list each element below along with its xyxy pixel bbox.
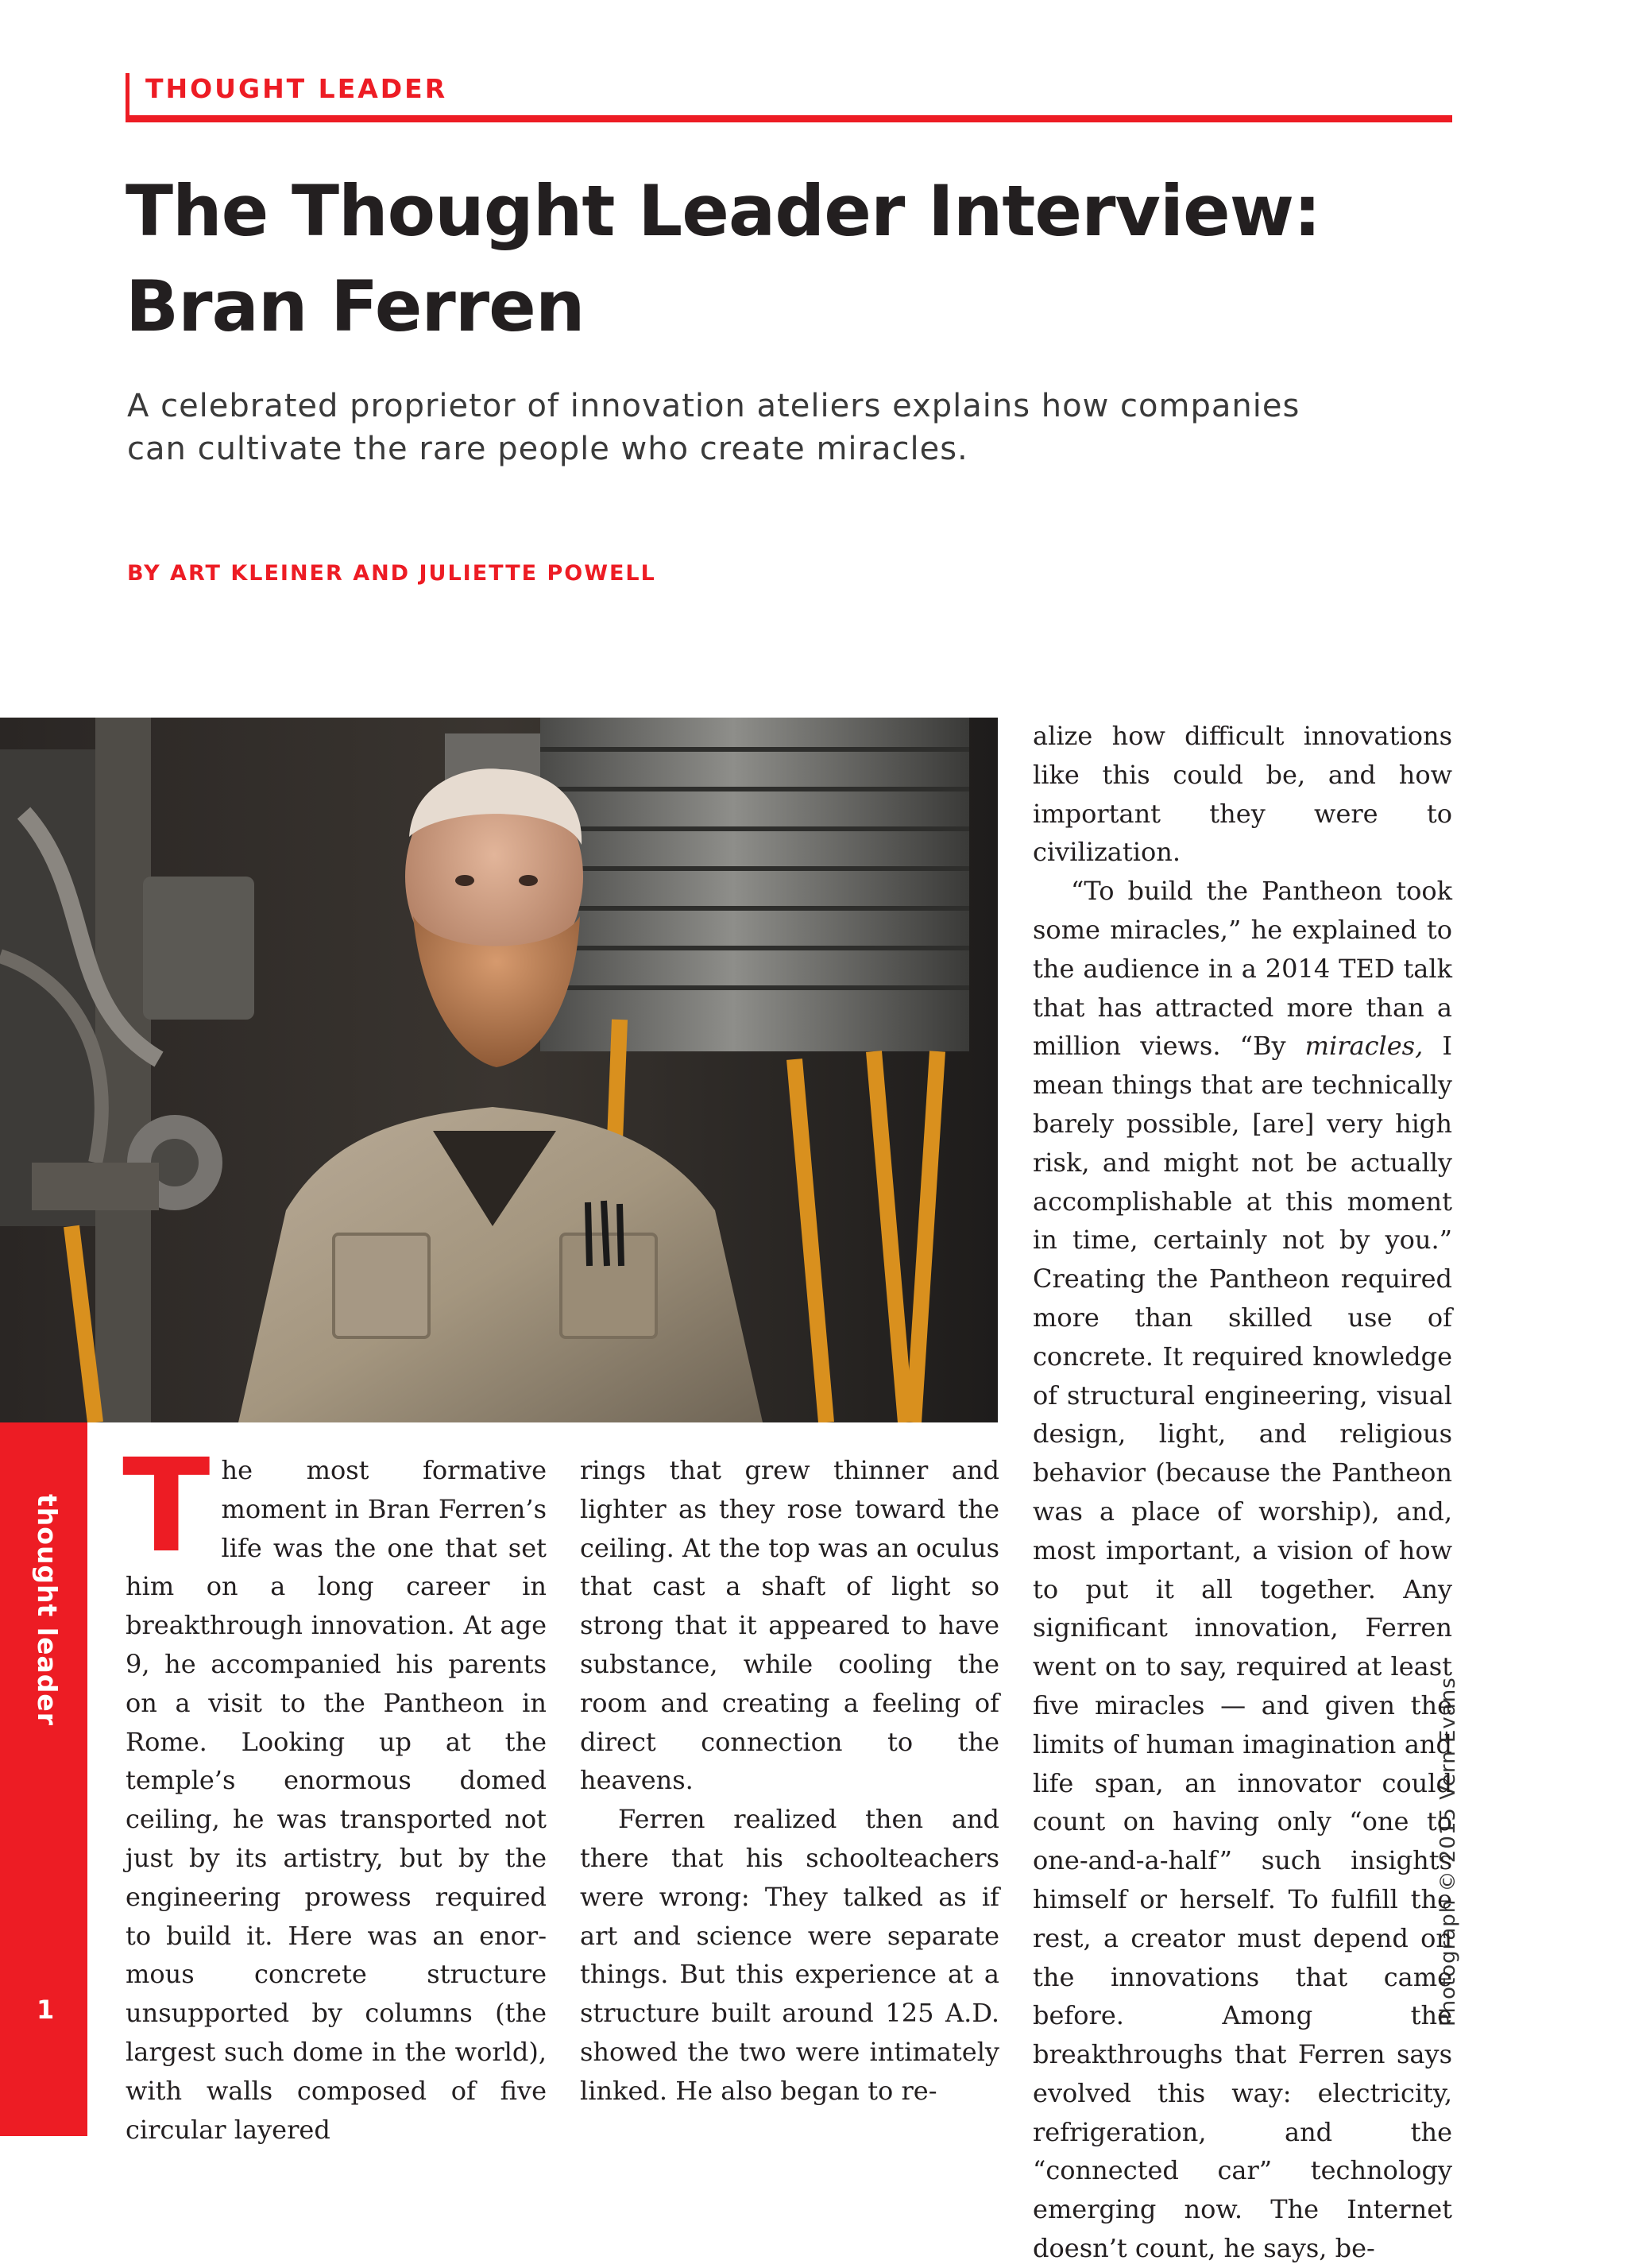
sidebar-section-label: thought leader bbox=[32, 1494, 63, 1727]
paragraph-text: I mean things that are technically barely possible, [are] very high risk, and might not be actually accomplishable at this moment in time, certainly not by you.” Creating the Pantheon required more than skilled use of concrete. It required knowledge of structural engineering, visual design, light, and religious behavior (because the Pantheon was a place of worship), and, most important, a vision of how to put it all together. Any significant innovation, Ferren went on to say, required at least five miracles — and given the limits of human imagination and life span, an innovator could count on having only “one to one-and-a-half” such insights himself or herself. To fulfill the rest, a creator must depend on the innovations that came before. Among the breakthroughs that Ferren says evolved this way: electricity, refrigeration, and the “connected car” technology emerging now. The Internet doesn’t count, he says, be- bbox=[1033, 1031, 1452, 2264]
portrait-photo bbox=[0, 718, 998, 1422]
body-paragraph: rings that grew thinner and lighter as they rose toward the ceiling. At the top was an oculus that cast a shaft of light so strong that it appeared to have substance, while cooling the room and creating a feeling of direct connection to the heavens. bbox=[580, 1455, 999, 1796]
body-paragraph: Ferren realized then and there that his schoolteachers were wrong: They talked as if art and science were separate things. But this experience at a structure built around 125 A.D. showed the two were intimately linked. He also began to re- bbox=[580, 1804, 999, 2106]
section-label bbox=[126, 73, 1452, 122]
byline: BY ART KLEINER AND JULIETTE POWELL bbox=[127, 561, 656, 586]
section-label-text: THOUGHT LEADER bbox=[145, 73, 448, 104]
body-paragraph: alize how difficult innovations like this could be, and how important they were to civilization. bbox=[1033, 721, 1452, 868]
drop-cap: T bbox=[122, 1432, 211, 1581]
italic-emphasis: miracles, bbox=[1304, 1031, 1424, 1062]
body-paragraph bbox=[122, 1432, 547, 2149]
dek bbox=[127, 385, 1478, 470]
headline bbox=[126, 164, 1476, 354]
dek-line-2: can cultivate the rare people who create miracles. bbox=[127, 431, 968, 467]
dek-line-1: A celebrated proprietor of innovation ateliers explains how companies bbox=[127, 388, 1300, 424]
body-column-1 bbox=[122, 1432, 547, 2149]
photo-credit: Photograph © 2015 Vern Evans bbox=[1436, 1677, 1460, 2026]
paragraph-text: he most formative moment in Bran Ferren’s life was the one that set him on a long career in breakthrough innovation. At age 9, he accompanied his parents on a visit to the Pantheon in Rome. Looking up at the temple’s enormous domed ceiling, he was transported not just by its artistry, but by the engineering prowess required to build it. Here was an enormous concrete structure unsupported by columns (the largest such dome in the world), with walls composed of five circular layered bbox=[126, 1455, 547, 2145]
headline-line-1: The Thought Leader Interview: bbox=[126, 170, 1321, 252]
paragraph-text: “To build the Pantheon took some miracles,” he explained to the audience in a 2014 TED talk that has attracted more than a million views. “By bbox=[1033, 876, 1452, 1062]
body-column-3 bbox=[1033, 717, 1452, 2268]
portrait-photo-illustration bbox=[0, 718, 998, 1422]
page-number: 1 bbox=[37, 1995, 55, 2025]
body-paragraph bbox=[1033, 872, 1452, 2268]
headline-line-2: Bran Ferren bbox=[126, 265, 585, 347]
body-column-2 bbox=[580, 1451, 999, 2111]
